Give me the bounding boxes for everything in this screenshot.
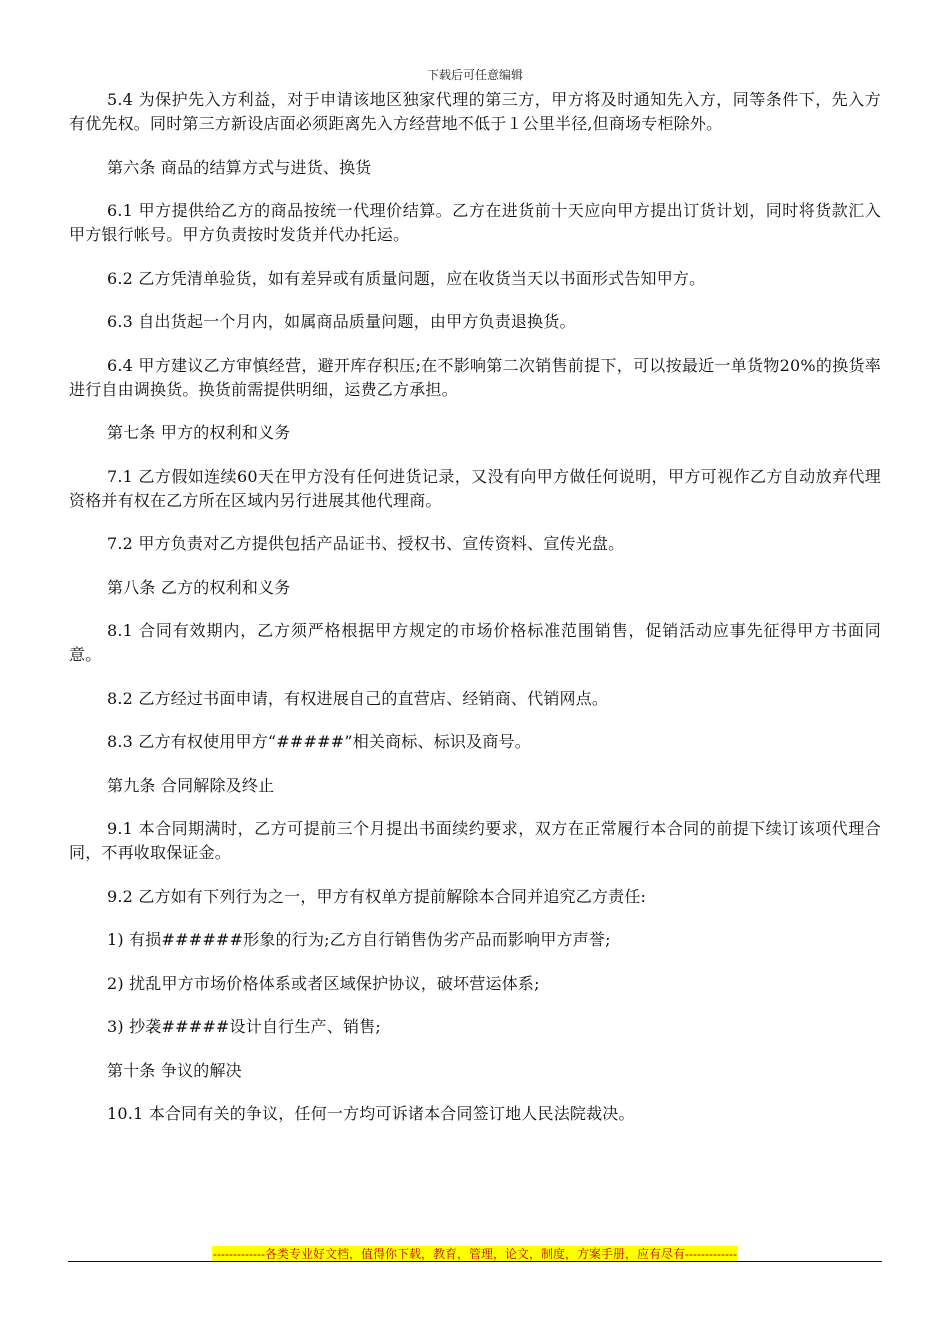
- footer-banner: [0, 1243, 950, 1262]
- footer-divider: [68, 1261, 882, 1262]
- paragraph-7-1: 7.1 乙方假如连续60天在甲方没有任何进货记录，又没有向甲方做任何说明，甲方可视作乙方自动放弃代理资格并有权在乙方所在区域内另行进展其他代理商。: [69, 466, 881, 510]
- paragraph-5-4: 5.4 为保护先入方利益，对于申请该地区独家代理的第三方，甲方将及时通知先入方，同等条件下，先入方有优先权。同时第三方新设店面必须距离先入方经营地不低于１公里半径,但商场专柜除外。: [69, 90, 881, 133]
- heading-article-9: 第九条 合同解除及终止: [107, 775, 275, 795]
- paragraph-10-1: 10.1 本合同有关的争议，任何一方均可诉诸本合同签订地人民法院裁决。: [107, 1104, 635, 1123]
- heading-article-10: 第十条 争议的解决: [107, 1060, 242, 1080]
- paragraph-8-1: 8.1 合同有效期内，乙方须严格根据甲方规定的市场价格标准范围销售，促销活动应事先征得甲方书面同意。: [69, 621, 881, 664]
- paragraph-6-1: 6.1 甲方提供给乙方的商品按统一代理价结算。乙方在进货前十天应向甲方提出订货计划，同时将货款汇入甲方银行帐号。甲方负责按时发货并代办托运。: [69, 201, 881, 244]
- heading-article-8: 第八条 乙方的权利和义务: [107, 577, 291, 597]
- heading-article-7: 第七条 甲方的权利和义务: [107, 423, 291, 442]
- paragraph-6-3: 6.3 自出货起一个月内，如属商品质量问题，由甲方负责退换货。: [107, 312, 576, 331]
- paragraph-7-2: 7.2 甲方负责对乙方提供包括产品证书、授权书、宣传资料、宣传光盘。: [107, 534, 625, 553]
- paragraph-6-4: 6.4 甲方建议乙方审慎经营，避开库存积压;在不影响第二次销售前提下，可以按最近一单货物20%的换货率进行自由调换货。换货前需提供明细，运费乙方承担。: [69, 355, 881, 399]
- paragraph-6-2: 6.2 乙方凭清单验货，如有差异或有质量问题，应在收货当天以书面形式告知甲方。: [107, 268, 706, 288]
- footer-banner-text: -------------各类专业好文档，值得你下载，教育，管理，论文，制度，方案手册，应有尽有-------------: [213, 1247, 737, 1261]
- list-item-3: 3) 抄袭#####设计自行生产、销售;: [107, 1017, 381, 1036]
- list-item-1: 1) 有损######形象的行为;乙方自行销售伪劣产品而影响甲方声誉;: [107, 930, 611, 949]
- document-body: [69, 88, 881, 1126]
- list-item-2: 2) 扰乱甲方市场价格体系或者区域保护协议，破坏营运体系;: [107, 973, 540, 993]
- heading-article-6: 第六条 商品的结算方式与进货、换货: [107, 157, 372, 177]
- paragraph-9-2: 9.2 乙方如有下列行为之一，甲方有权单方提前解除本合同并追究乙方责任:: [107, 886, 647, 906]
- paragraph-8-2: 8.2 乙方经过书面申请，有权进展自己的直营店、经销商、代销网点。: [107, 688, 609, 708]
- header-note: 下载后可任意编辑: [426, 68, 523, 82]
- paragraph-8-3: 8.3 乙方有权使用甲方“#####”相关商标、标识及商号。: [107, 732, 531, 751]
- paragraph-9-1: 9.1 本合同期满时，乙方可提前三个月提出书面续约要求，双方在正常履行本合同的前提下续订该项代理合同，不再收取保证金。: [69, 819, 881, 862]
